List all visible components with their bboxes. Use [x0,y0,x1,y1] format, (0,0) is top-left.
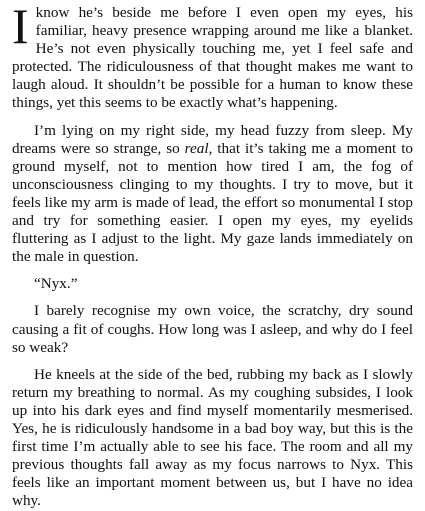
paragraph-2-text-end: , that it’s taking me a moment to ground myself, not to mention how tired I am, the fog of unconsciousness clinging to my thoughts. I try to move, but it feels like my arm is made of lead, the effort so monumental I stop and try for something easier. I open my eyes, my eyelids fluttering as I adjust to the light. My gaze lands immediately on the male in question. [12,139,414,266]
paragraph-4: I barely recognise my own voice, the scratchy, dry sound causing a fit of coughs. How long was I asleep, and why do I feel so weak? [12,302,413,356]
emphasis-real: real [184,139,209,157]
paragraph-2-text-start: I’m lying on my right side, my head fuzzy from sleep. My dreams were so strange, so [12,121,413,157]
paragraph-2 [12,122,413,267]
paragraph-1 [12,0,413,113]
paragraph-5: He kneels at the side of the bed, rubbing my back as I slowly return my breathing to normal. As my coughing subsides, I look up into his dark eyes and find myself momentarily mesmerised. Yes, he is ridiculously handsome in a bad boy way, but this is the first time I’m actually able to see his face. The room and all my previous thoughts fall away as my focus narrows to Nyx. This feels like an important moment between us, but I have no idea why. [12,365,413,510]
drop-cap: I [12,0,29,54]
paragraph-3-dialogue: “Nyx.” [34,275,78,293]
paragraph-1-text: know he’s beside me before I even open my eyes, his familiar, heavy presence wrapping around me like a blanket. He’s not even physically touching me, yet I feel safe and protected. The ridiculousness of that thought makes me want to laugh aloud. It shouldn’t be possible for a human to know these things, yet this seems to be exactly what’s happening. [12,4,413,112]
